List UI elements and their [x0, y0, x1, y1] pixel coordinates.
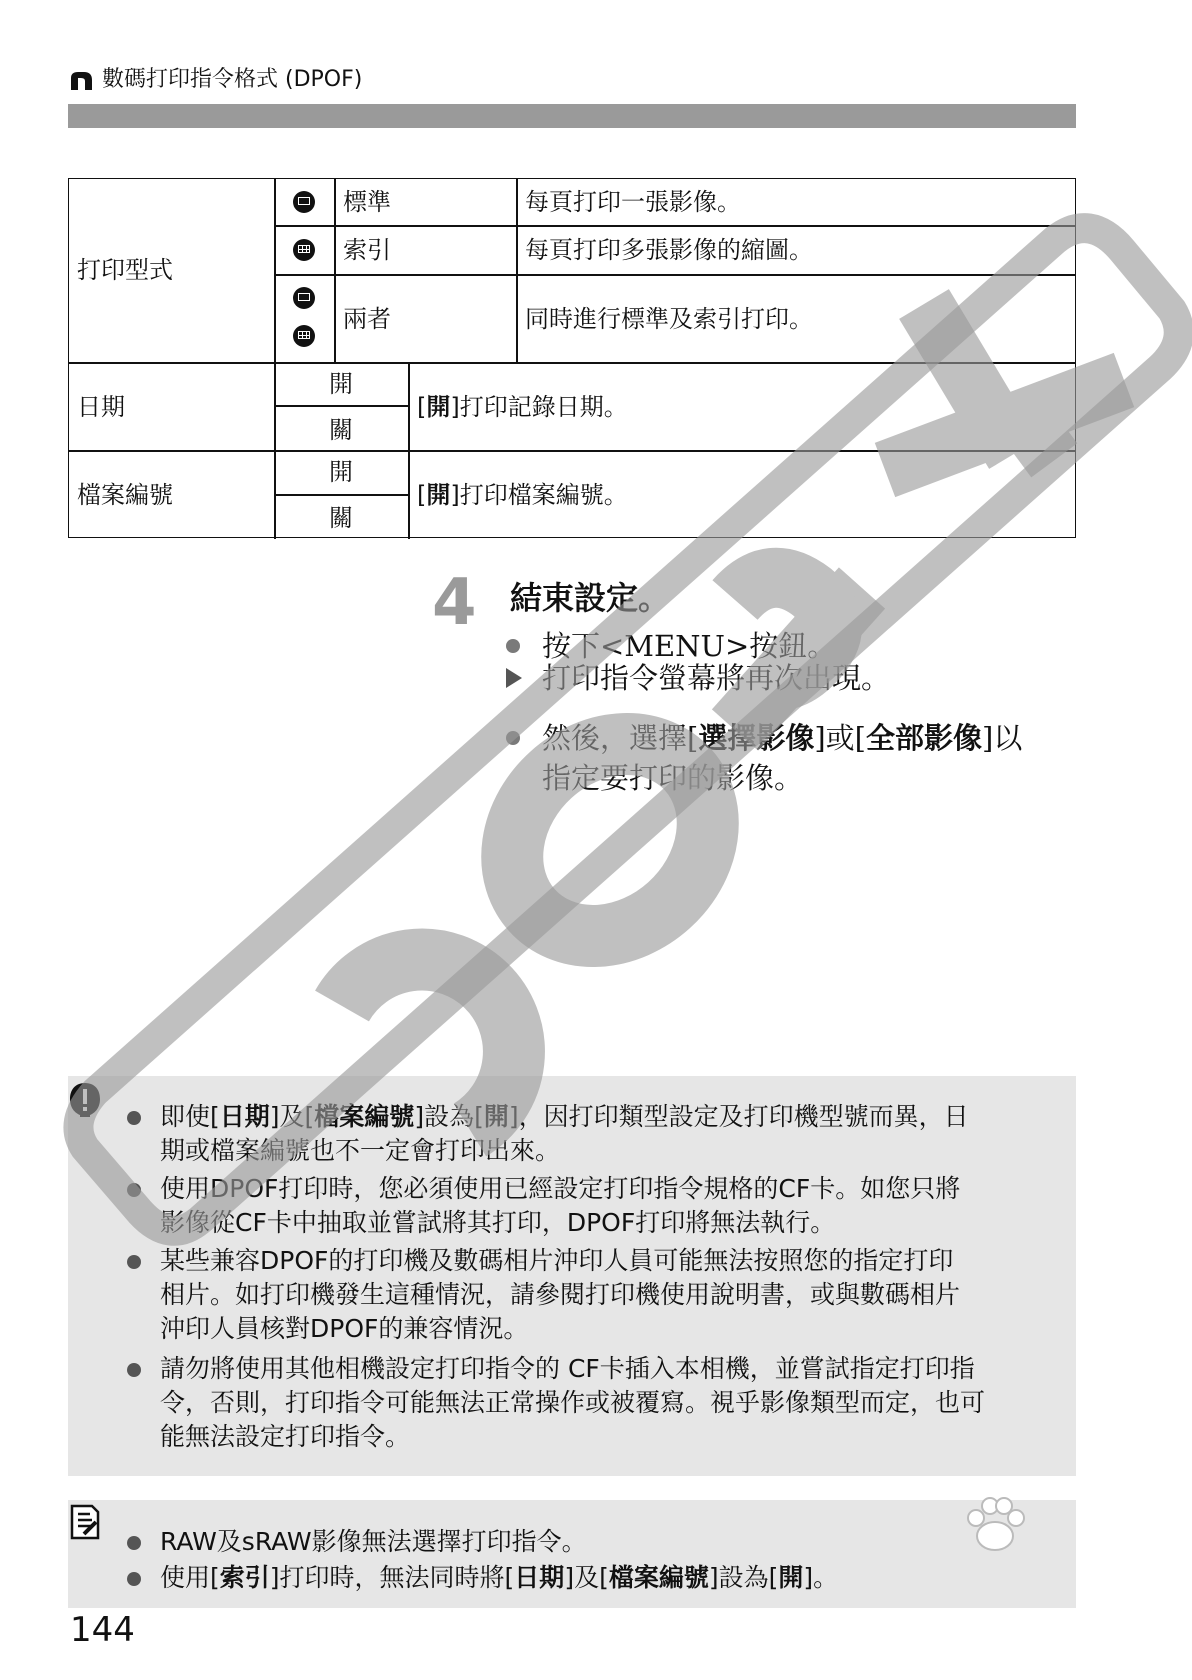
- bullet: [506, 639, 520, 653]
- caution-line: 某些兼容DPOF的打印機及數碼相片沖印人員可能無法按照您的指定打印: [160, 1246, 954, 1275]
- bullet: [127, 1111, 141, 1125]
- step-title: 結束設定。: [510, 579, 671, 617]
- caution-line: 使用DPOF打印時，您必須使用已經設定打印指令規格的CF卡。如您只將: [160, 1174, 961, 1203]
- memo-line: RAW及sRAW影像無法選擇打印指令。: [160, 1527, 587, 1556]
- header-bar: [68, 104, 1076, 128]
- page-number: 144: [70, 1610, 135, 1650]
- file-number-desc: [開]打印檔案編號。: [417, 481, 628, 509]
- option-both-desc: 同時進行標準及索引打印。: [525, 305, 813, 333]
- caution-line: 即使[日期]及[檔案編號]設為[開]，因打印類型設定及打印機型號而異，日: [160, 1102, 969, 1131]
- caution-line: 沖印人員核對DPOF的兼容情況。: [160, 1314, 529, 1343]
- standard-print-icon: [293, 191, 315, 213]
- step-line-3: 然後，選擇[選擇影像]或[全部影像]以: [542, 721, 1023, 755]
- date-label: 日期: [77, 393, 125, 421]
- print-type-label: 打印型式: [77, 256, 173, 284]
- bullet: [127, 1572, 141, 1586]
- printer-icon: [68, 70, 94, 92]
- option-both: 兩者: [343, 305, 391, 333]
- step-line-1: 按下<MENU>按鈕。: [542, 629, 837, 663]
- option-index-desc: 每頁打印多張影像的縮圖。: [525, 236, 813, 264]
- bullet: [127, 1255, 141, 1269]
- date-desc: [開]打印記錄日期。: [417, 393, 628, 421]
- memo-line: 使用[索引]打印時，無法同時將[日期]及[檔案編號]設為[開]。: [160, 1563, 839, 1592]
- caution-icon: [68, 1082, 102, 1118]
- option-standard-desc: 每頁打印一張影像。: [525, 188, 741, 216]
- file-number-off: 關: [329, 504, 353, 532]
- bullet: [506, 731, 520, 745]
- index-print-icon: [293, 325, 315, 347]
- settings-table: [68, 178, 1076, 538]
- result-arrow-icon: [506, 668, 522, 688]
- date-off: 關: [329, 416, 353, 444]
- bullet: [127, 1183, 141, 1197]
- step-line-2: 打印指令螢幕將再次出現。: [542, 661, 891, 695]
- option-index: 索引: [343, 236, 391, 264]
- index-print-icon: [293, 239, 315, 261]
- step-number: 4: [432, 566, 477, 640]
- date-on: 開: [329, 370, 353, 398]
- caution-line: 影像從CF卡中抽取並嘗試將其打印，DPOF打印將無法執行。: [160, 1208, 836, 1237]
- bullet: [127, 1536, 141, 1550]
- file-number-on: 開: [329, 458, 353, 486]
- standard-print-icon: [293, 287, 315, 309]
- caution-line: 令，否則，打印指令可能無法正常操作或被覆寫。視乎影像類型而定，也可: [160, 1388, 986, 1417]
- caution-line: 能無法設定打印指令。: [160, 1422, 411, 1451]
- option-standard: 標準: [343, 188, 391, 216]
- step-line-4: 指定要打印的影像。: [542, 761, 804, 795]
- bullet: [127, 1363, 141, 1377]
- memo-icon: [70, 1504, 100, 1540]
- file-number-label: 檔案編號: [77, 481, 173, 509]
- caution-line: 請勿將使用其他相機設定打印指令的 CF卡插入本相機，並嘗試指定打印指: [160, 1354, 975, 1383]
- page-header-title: 數碼打印指令格式 (DPOF): [102, 67, 363, 92]
- caution-line: 相片。如打印機發生這種情況，請參閱打印機使用說明書，或與數碼相片: [160, 1280, 961, 1309]
- caution-line: 期或檔案編號也不一定會打印出來。: [160, 1136, 561, 1165]
